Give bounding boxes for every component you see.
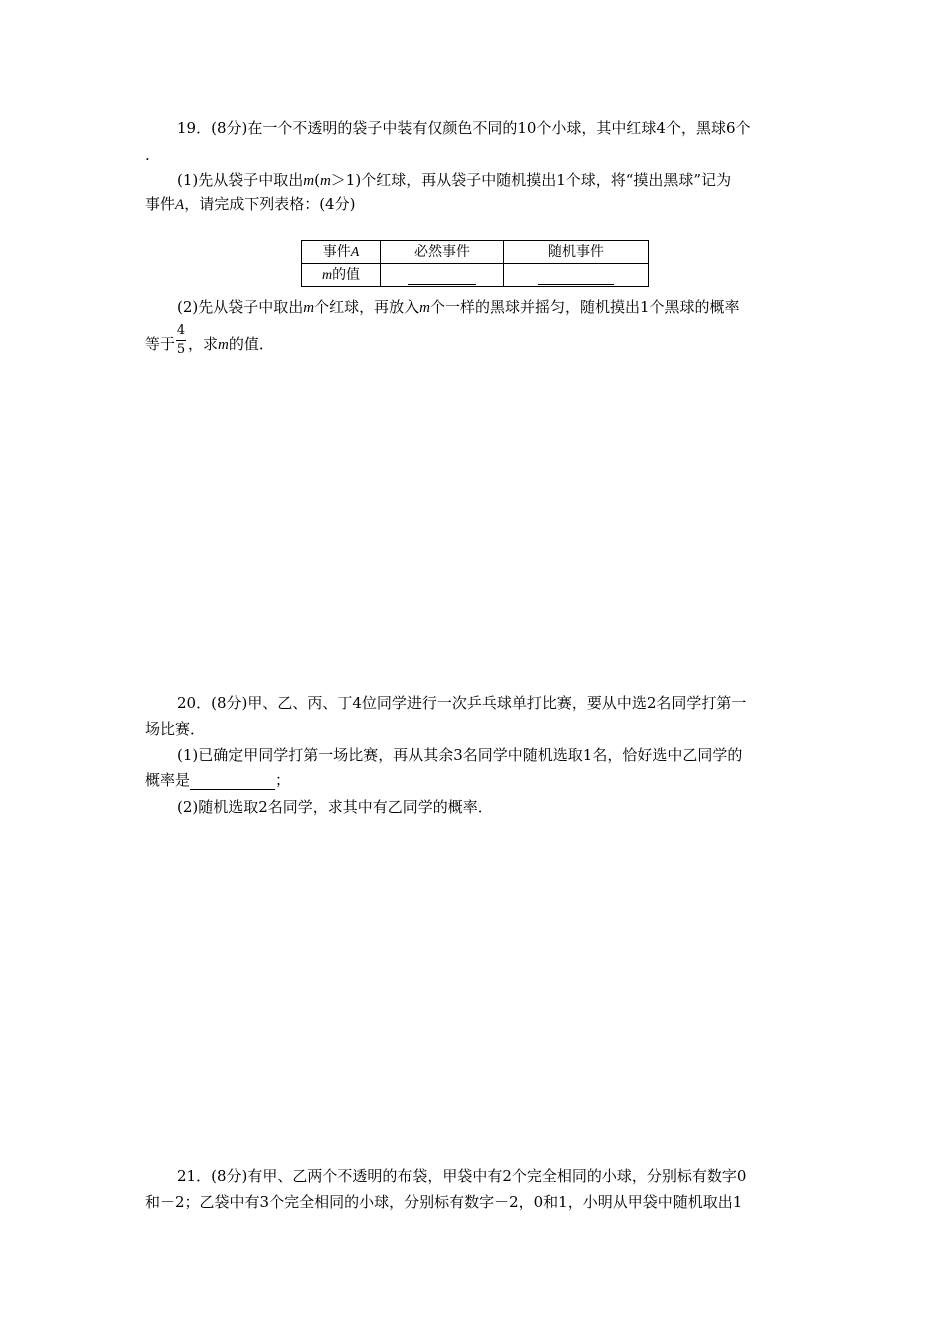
event-table-m-row	[302, 264, 649, 287]
certain-answer-cell[interactable]	[381, 264, 504, 287]
q19-part1-text-b: (	[314, 171, 320, 189]
var-A: A	[350, 244, 360, 260]
q21-stem-line1: 21．(8分)有甲、乙两个不透明的布袋，甲袋中有2个完全相同的小球，分别标有数字0	[177, 1167, 747, 1185]
q21-stem-line2: 和－2；乙袋中有3个完全相同的小球，分别标有数字－2，0和1，小明从甲袋中随机取出1	[145, 1193, 743, 1211]
q19-part1-line1	[177, 170, 731, 191]
var-m: m	[319, 173, 331, 189]
q19-part2-text-c: 个一样的黑球并摇匀，随机摸出1个黑球的概率	[429, 298, 740, 316]
certain-answer-blank[interactable]	[408, 268, 476, 285]
header-random-cell: 随机事件	[504, 241, 649, 264]
q20-part1-line2-b: ；	[275, 771, 291, 789]
q19-part2-text-a: (2)先从袋子中取出	[177, 298, 304, 316]
q19-part1-text-a: (1)先从袋子中取出	[177, 171, 304, 189]
header-event-label: 事件	[322, 243, 351, 260]
q19-part1-text-c: ＞1)个红球，再从袋子中随机摸出1个球，将“摸出黑球”记为	[330, 171, 732, 189]
var-A: A	[175, 197, 185, 213]
q19-part2-line1	[177, 297, 740, 318]
q19-part1-line2	[145, 194, 355, 215]
header-event-cell	[302, 241, 381, 264]
q20-part1-line2-a: 概率是	[145, 771, 191, 789]
q20-stem-line1: 20．(8分)甲、乙、丙、丁4位同学进行一次乒乓球单打比赛，要从中选2名同学打第一	[177, 694, 747, 712]
q19-stem-line1-tail: .	[145, 146, 150, 164]
random-answer-cell[interactable]	[504, 264, 649, 287]
event-table	[301, 240, 649, 287]
q20-answer-blank[interactable]	[190, 773, 275, 790]
header-certain-cell: 必然事件	[381, 241, 504, 264]
var-m: m	[303, 300, 315, 316]
fraction-numerator: 4	[176, 322, 186, 341]
q19-stem-line1: 19．(8分)在一个不透明的袋子中装有仅颜色不同的10个小球，其中红球4个，黑球6个	[177, 119, 751, 137]
q19-part1-line2-b: ，请完成下列表格：(4分)	[184, 195, 356, 213]
var-m: m	[218, 337, 229, 353]
q20-part2: (2)随机选取2名同学，求其中有乙同学的概率．	[177, 798, 493, 816]
q20-part1-line1: (1)已确定甲同学打第一场比赛，再从其余3名同学中随机选取1名，恰好选中乙同学的	[177, 746, 743, 764]
row-m-label-cell	[302, 264, 381, 287]
var-m: m	[321, 267, 333, 283]
q20-part1-line2	[145, 770, 290, 790]
random-answer-blank[interactable]	[538, 268, 614, 285]
q19-part2-line2-b: ，求	[188, 335, 219, 353]
q19-part1-line2-a: 事件	[145, 195, 176, 213]
event-table-header-row	[302, 241, 649, 264]
q19-part2-text-b: 个红球，再放入	[314, 298, 420, 316]
q19-part2-line2-c: 的值．	[228, 335, 274, 353]
q19-part2-line2-end	[188, 334, 274, 355]
q19-part2-line2-start: 等于	[145, 335, 176, 353]
var-m: m	[419, 300, 430, 316]
fraction-four-fifths	[176, 322, 186, 359]
row-m-label: 的值	[332, 266, 361, 283]
q20-stem-line2: 场比赛．	[145, 720, 206, 738]
var-m: m	[303, 173, 315, 189]
fraction-denominator: 5	[176, 342, 186, 357]
